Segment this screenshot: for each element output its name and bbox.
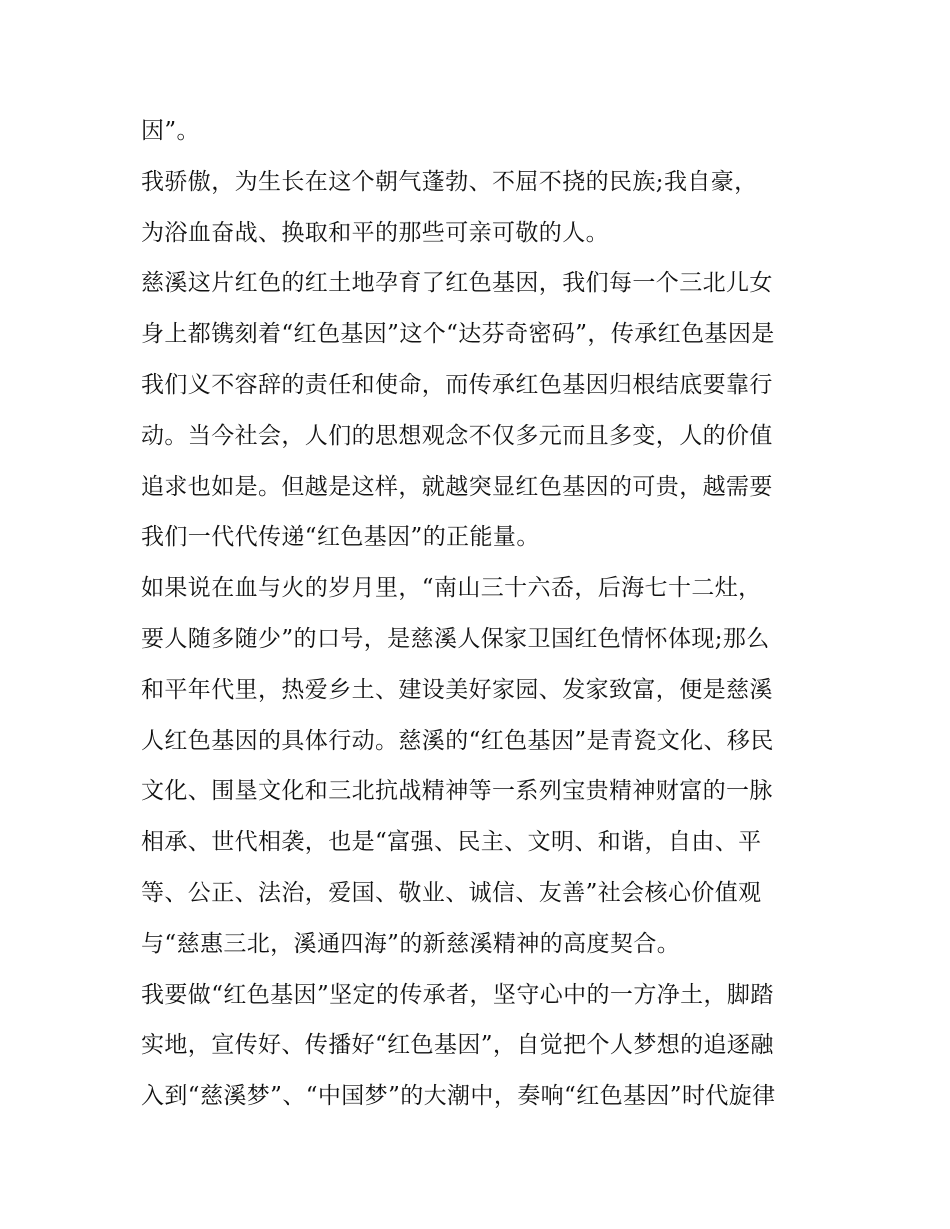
text-line: 入到“慈溪梦”、“中国梦”的大潮中，奏响“红色基因”时代旋律 bbox=[141, 1083, 776, 1110]
text-line: 为浴血奋战、换取和平的那些可亲可敬的人。 bbox=[141, 219, 609, 246]
text-line: 追求也如是。但越是这样，就越突显红色基因的可贵，越需要 bbox=[141, 473, 773, 500]
text-line: 相承、世代相袭，也是“富强、民主、文明、和谐，自由、平 bbox=[141, 829, 762, 856]
text-line: 人红色基因的具体行动。慈溪的“红色基因”是青瓷文化、移民 bbox=[141, 727, 774, 754]
text-line: 我要做“红色基因”坚定的传承者，坚守心中的一方净土，脚踏 bbox=[141, 981, 774, 1008]
text-line: 慈溪这片红色的红土地孕育了红色基因，我们每一个三北儿女 bbox=[141, 270, 773, 297]
text-line: 要人随多随少”的口号，是慈溪人保家卫国红色情怀体现;那么 bbox=[141, 625, 770, 652]
text-line: 文化、围垦文化和三北抗战精神等一系列宝贵精神财富的一脉 bbox=[141, 778, 773, 805]
text-line: 等、公正、法治，爱国、敬业、诚信、友善”社会核心价值观 bbox=[141, 879, 762, 906]
text-line: 实地，宣传好、传播好“红色基因”，自觉把个人梦想的追逐融 bbox=[141, 1032, 774, 1059]
text-line: 我们义不容辞的责任和使命，而传承红色基因归根结底要靠行 bbox=[141, 371, 773, 398]
text-line: 因”。 bbox=[141, 118, 200, 144]
text-line: 身上都镌刻着“红色基因”这个“达芬奇密码”，传承红色基因是 bbox=[141, 321, 775, 348]
text-line: 动。当今社会，人们的思想观念不仅多元而且多变，人的价值 bbox=[141, 422, 773, 449]
text-line: 我们一代代传递“红色基因”的正能量。 bbox=[141, 524, 540, 551]
text-line: 如果说在血与火的岁月里，“南山三十六岙，后海七十二灶， bbox=[141, 575, 762, 602]
text-line: 和平年代里，热爱乡土、建设美好家园、发家致富，便是慈溪 bbox=[141, 676, 773, 703]
document-text-body bbox=[141, 106, 821, 1122]
text-line: 与“慈惠三北，溪通四海”的新慈溪精神的高度契合。 bbox=[141, 930, 681, 957]
text-line: 我骄傲，为生长在这个朝气蓬勃、不屈不挠的民族;我自豪， bbox=[141, 168, 758, 195]
